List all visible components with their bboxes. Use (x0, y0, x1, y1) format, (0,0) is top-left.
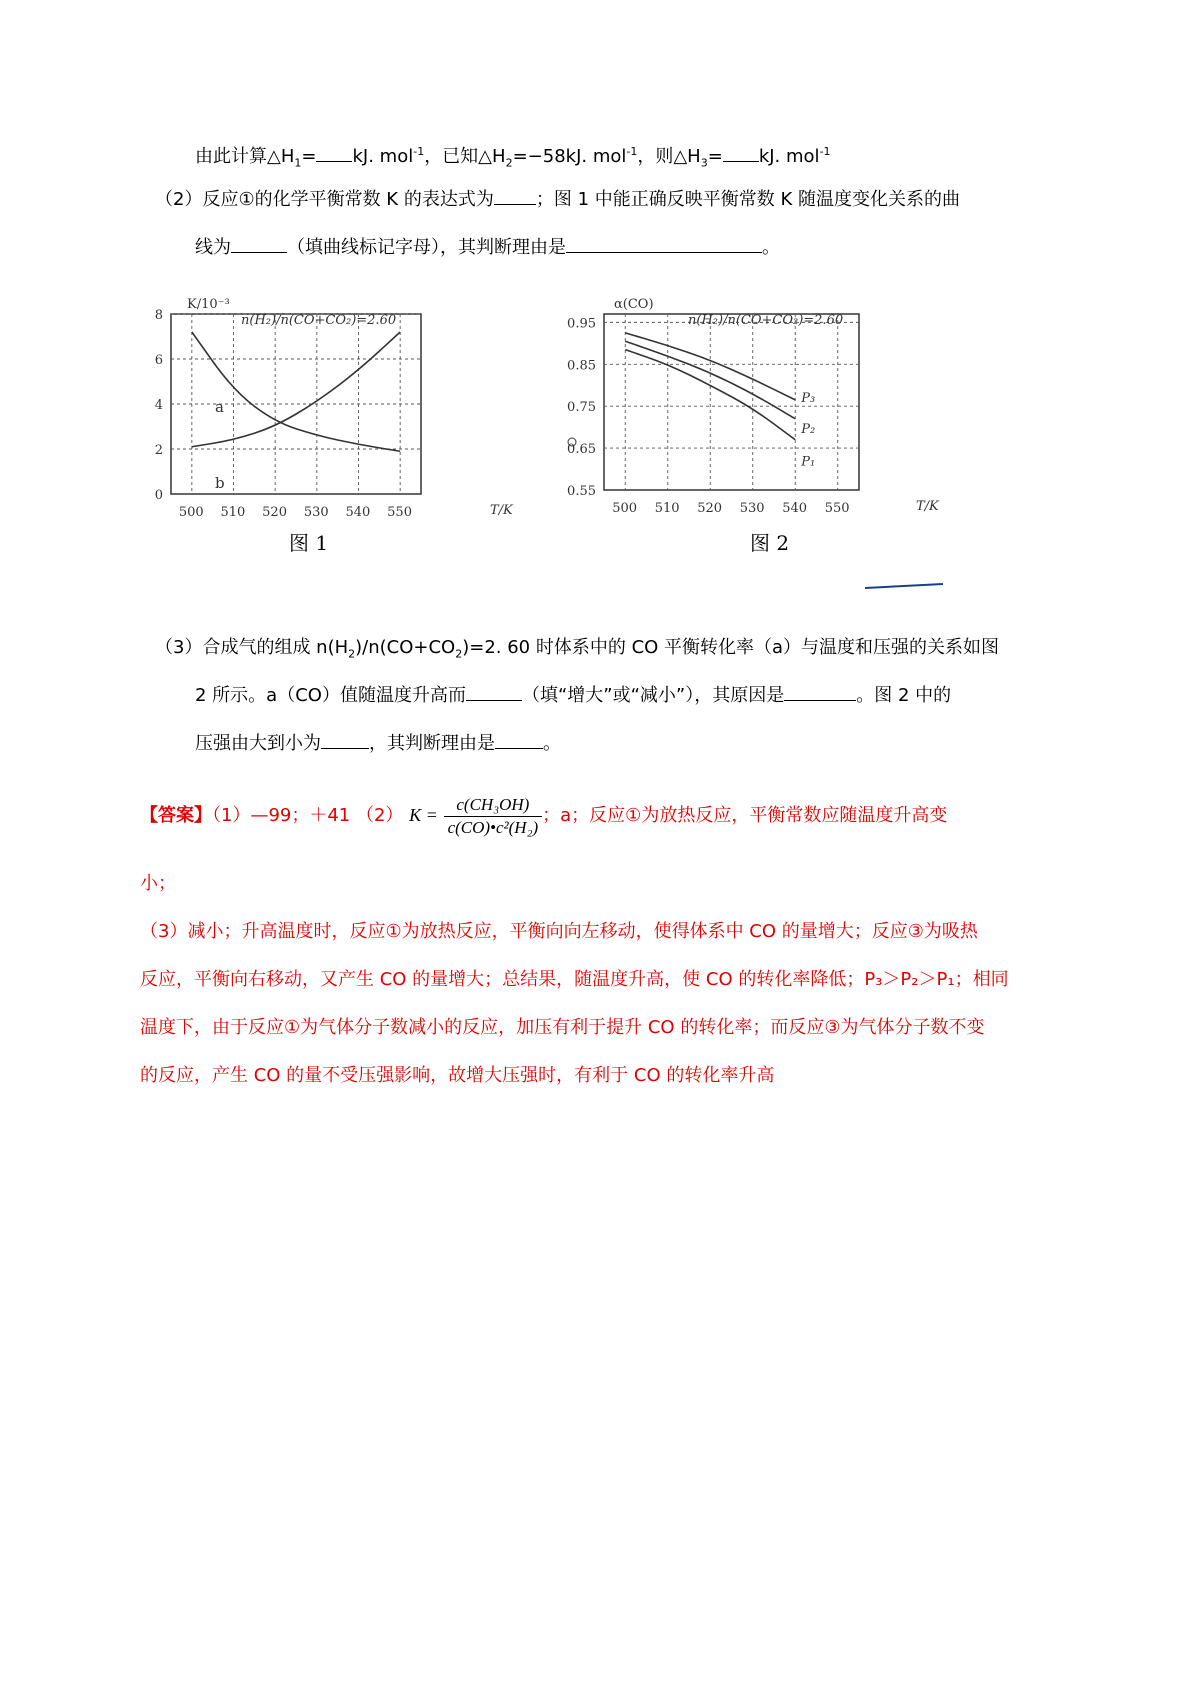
q2-line2 (195, 234, 780, 262)
answer-line3 (140, 918, 978, 946)
x-axis-label: T/K (916, 499, 939, 514)
figure-caption: 图 1 (289, 531, 329, 555)
text: )=2. 60 时体系中的 CO 平衡转化率（a）与温度和压强的关系如图 (462, 637, 1000, 658)
text: （填“增大”或“减小”），其原因是 (521, 685, 785, 706)
series-label: P₁ (801, 454, 816, 470)
y-tick-label: 0 (155, 488, 163, 503)
k-numerator: c(CH₃OH) (444, 794, 543, 817)
blank-pressure-order[interactable] (321, 730, 369, 749)
q3-line3 (195, 730, 561, 758)
text: ，则△H (637, 146, 701, 167)
tick-labels (567, 316, 850, 516)
decorative-stroke (865, 584, 943, 588)
x-tick-label: 550 (824, 501, 850, 516)
x-tick-label: 510 (654, 501, 680, 516)
q1-line (195, 138, 831, 178)
text: 小； (140, 873, 176, 894)
series-line-1 (625, 333, 795, 400)
subscript: 2 (348, 647, 356, 661)
q3-line1 (155, 634, 999, 669)
text: = (707, 146, 723, 167)
condition-label: n(H₂)/n(CO+CO₂)=2.60 (688, 313, 844, 328)
x-tick-label: 510 (220, 505, 246, 520)
text: 温度下，由于反应①为气体分子数减小的反应，加压有利于提升 CO 的转化率；而反应③为气体分子数不变 (140, 1017, 985, 1038)
x-tick-label: 520 (262, 505, 287, 520)
text: kJ. mol (758, 146, 820, 167)
y-tick-label: 8 (155, 308, 163, 323)
text: = (301, 146, 317, 167)
answer-line1 (140, 790, 947, 841)
text: （3）减小；升高温度时，反应①为放热反应，平衡向向左移动，使得体系中 CO 的量增大；反应③为吸热 (140, 921, 978, 942)
text: ，已知△H (424, 146, 506, 167)
subscript: 3 (700, 156, 708, 170)
text: 2 所示。a（CO）值随温度升高而 (195, 685, 466, 706)
text: kJ. mol (352, 146, 414, 167)
text: =−58kJ. mol (512, 146, 627, 167)
k-denominator: c(CO)•c²(H₂) (447, 817, 539, 837)
text: （2）反应①的化学平衡常数 K 的表达式为 (155, 189, 494, 210)
y-axis-label: K/10⁻³ (187, 297, 230, 312)
y-tick-label: 0.65 (567, 442, 596, 458)
subscript: 2 (455, 647, 463, 661)
tick-labels (155, 308, 412, 520)
text: 。图 2 中的 (856, 685, 952, 706)
x-tick-label: 540 (345, 505, 371, 520)
answer-line2 (140, 870, 176, 898)
x-tick-label: 530 (303, 505, 329, 520)
k-lhs: K = (409, 805, 438, 825)
blank-dh3[interactable] (723, 143, 759, 162)
blank-curve[interactable] (231, 234, 287, 253)
curve-a-label: a (215, 398, 224, 416)
superscript: -1 (413, 145, 425, 158)
plot-frame (604, 314, 859, 490)
x-tick-label: 550 (387, 505, 412, 520)
y-tick-label: 6 (155, 353, 163, 368)
series-line-1 (192, 332, 400, 451)
x-tick-label: 520 (697, 501, 723, 516)
text: （3）合成气的组成 n(H (155, 637, 349, 658)
text: ，其判断理由是 (369, 733, 495, 754)
curve-b-label: b (215, 474, 225, 492)
text: ；a；反应①为放热反应，平衡常数应随温度升高变 (542, 805, 948, 826)
y-tick-label: 0.95 (567, 316, 596, 332)
blank-cause[interactable] (784, 682, 856, 701)
grid (171, 314, 421, 494)
series-label: P₂ (801, 421, 816, 437)
text: （填曲线标记字母），其判断理由是 (287, 237, 566, 258)
series (625, 333, 815, 470)
text: 反应，平衡向右移动，又产生 CO 的量增大；总结果，随温度升高，使 CO 的转化率降低；P₃＞P₂＞P₁；相同 (140, 969, 1009, 990)
figure-caption: 图 2 (750, 531, 790, 555)
answer-line4 (140, 966, 1009, 994)
y-tick-label: 2 (155, 443, 163, 458)
answer-line5 (140, 1014, 984, 1042)
text: 。 (543, 733, 561, 754)
grid (604, 314, 859, 490)
q3-line2 (195, 682, 951, 710)
text: （1）—99；＋41 （2） (212, 805, 404, 826)
blank-pressure-reason[interactable] (495, 730, 543, 749)
blank-reason[interactable] (566, 234, 762, 253)
answer-line6 (140, 1062, 774, 1090)
blank-trend[interactable] (466, 682, 522, 701)
subscript: 1 (294, 156, 302, 170)
text: 由此计算△H (195, 146, 295, 167)
x-tick-label: 500 (612, 501, 638, 516)
blank-k-expression[interactable] (494, 186, 536, 205)
x-tick-label: 500 (178, 505, 204, 520)
series-label: P₃ (801, 390, 816, 406)
y-tick-label: 4 (155, 398, 163, 413)
figure-2 (560, 292, 950, 602)
text: )/n(CO+CO (355, 637, 456, 658)
superscript: -1 (819, 145, 831, 158)
text: 的反应，产生 CO 的量不受压强影响，故增大压强时，有利于 CO 的转化率升高 (140, 1065, 775, 1086)
y-tick-label: 0.55 (567, 484, 596, 499)
series (192, 332, 400, 451)
figure-1 (155, 292, 535, 602)
answer-label: 【答案】 (140, 805, 212, 826)
blank-dh1[interactable] (316, 143, 352, 162)
text: 线为 (195, 237, 231, 258)
k-fraction (444, 794, 543, 839)
subscript: 2 (505, 156, 513, 170)
x-axis-label: T/K (490, 503, 513, 518)
superscript: -1 (626, 145, 638, 158)
x-tick-label: 540 (782, 501, 808, 516)
x-tick-label: 530 (739, 501, 765, 516)
condition-label: n(H₂)/n(CO+CO₂)=2.60 (241, 313, 397, 328)
y-axis-label: α(CO) (614, 297, 654, 312)
text: 。 (762, 237, 780, 258)
text: ；图 1 中能正确反映平衡常数 K 随温度变化关系的曲 (535, 189, 960, 210)
y-tick-label: 0.85 (567, 358, 596, 374)
q2-line1 (155, 186, 960, 214)
text: 压强由大到小为 (195, 733, 321, 754)
y-tick-label: 0.75 (567, 400, 596, 416)
